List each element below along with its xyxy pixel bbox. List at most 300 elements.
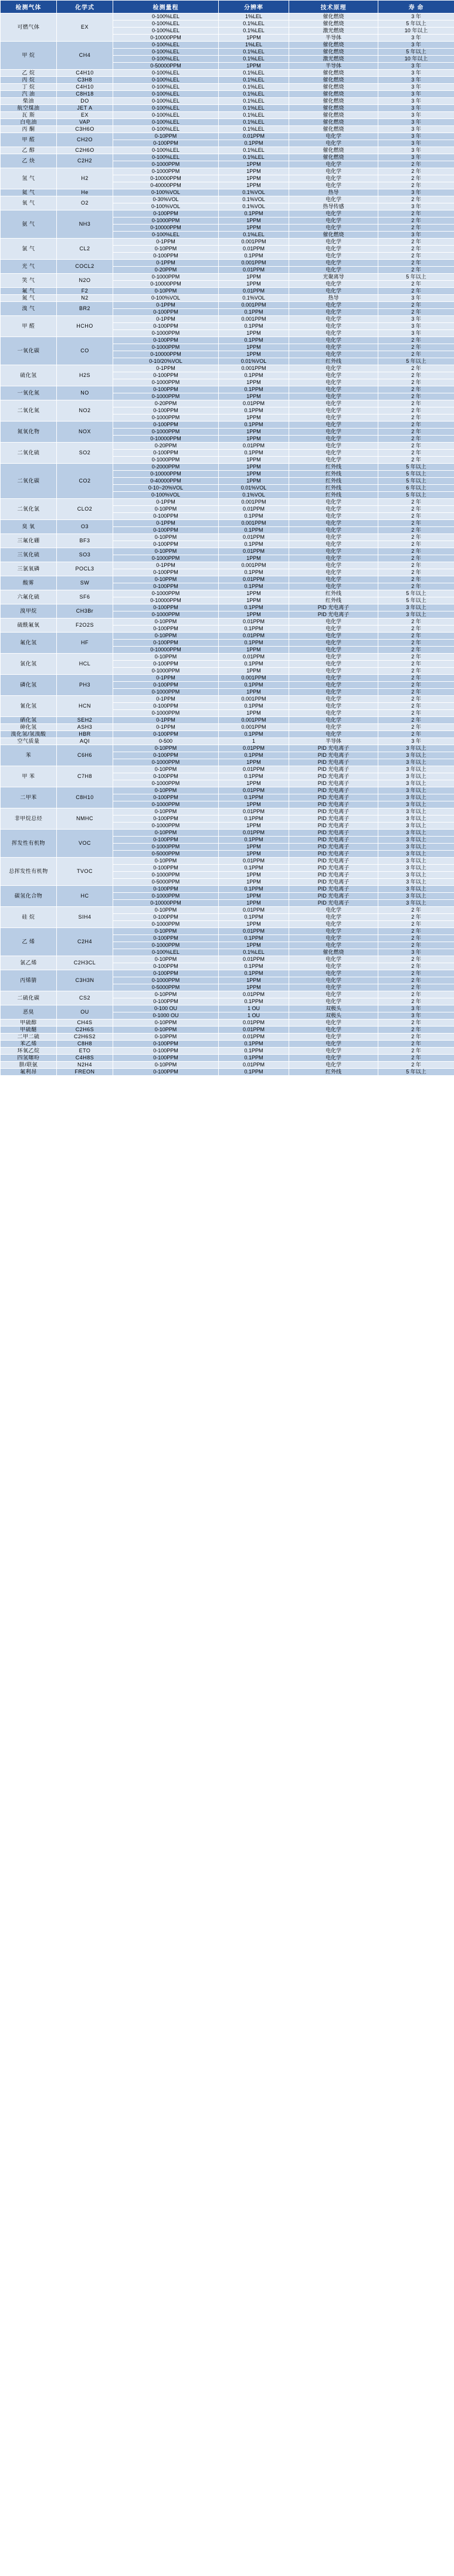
table-row bbox=[1, 443, 454, 450]
detection-range-cell: 0-1000PPM bbox=[113, 590, 219, 597]
resolution-cell: 1PPM bbox=[219, 851, 289, 858]
detection-range-cell: 0-5000PPM bbox=[113, 879, 219, 886]
technology-cell: PID 光电离子 bbox=[289, 858, 378, 865]
technology-cell: PID 光电离子 bbox=[289, 801, 378, 808]
detection-range-cell: 0-100%LEL bbox=[113, 112, 219, 119]
chemical-formula-cell: AQI bbox=[57, 738, 113, 745]
gas-detection-table bbox=[0, 0, 454, 1076]
technology-cell: 电化学 bbox=[289, 337, 378, 344]
resolution-cell: 0.1PPM bbox=[219, 323, 289, 330]
gas-name-cell: 碳氢化合物 bbox=[1, 886, 57, 907]
detection-range-cell: 0-100%VOL bbox=[113, 189, 219, 196]
lifetime-cell: 2 年 bbox=[378, 935, 454, 942]
technology-cell: PID 光电离子 bbox=[289, 611, 378, 618]
gas-name-cell: 甲 醛 bbox=[1, 133, 57, 147]
detection-range-cell: 0-1000PPM bbox=[113, 689, 219, 696]
lifetime-cell: 3 年以上 bbox=[378, 794, 454, 801]
resolution-cell: 0.1PPM bbox=[219, 1055, 289, 1062]
detection-range-cell: 0-10PPM bbox=[113, 1019, 219, 1027]
technology-cell: 电化学 bbox=[289, 210, 378, 218]
gas-name-cell: 砷化氢 bbox=[1, 724, 57, 731]
resolution-cell: 0.1PPM bbox=[219, 604, 289, 611]
gas-name-cell: 甲 烷 bbox=[1, 42, 57, 70]
technology-cell: 电化学 bbox=[289, 253, 378, 260]
table-body bbox=[1, 13, 454, 1076]
chemical-formula-cell: FREON bbox=[57, 1069, 113, 1076]
lifetime-cell: 2 年 bbox=[378, 520, 454, 527]
resolution-cell: 0.01PPM bbox=[219, 808, 289, 815]
resolution-cell: 1PPM bbox=[219, 478, 289, 485]
lifetime-cell: 3 年以上 bbox=[378, 815, 454, 823]
lifetime-cell: 2 年 bbox=[378, 928, 454, 935]
resolution-cell: 0.1PPM bbox=[219, 450, 289, 457]
gas-name-cell: 氢 气 bbox=[1, 168, 57, 189]
resolution-cell: 0.001PPM bbox=[219, 520, 289, 527]
technology-cell: 电化学 bbox=[289, 717, 378, 724]
gas-name-cell: 空气质量 bbox=[1, 738, 57, 745]
technology-cell: 电化学 bbox=[289, 626, 378, 633]
lifetime-cell: 6 年以上 bbox=[378, 485, 454, 492]
lifetime-cell: 3 年以上 bbox=[378, 604, 454, 611]
chemical-formula-cell: C3H8 bbox=[57, 77, 113, 84]
table-row bbox=[1, 288, 454, 295]
resolution-cell: 0.1PPM bbox=[219, 963, 289, 970]
lifetime-cell: 3 年以上 bbox=[378, 900, 454, 907]
detection-range-cell: 0-1000PPM bbox=[113, 414, 219, 422]
technology-cell: 红外线 bbox=[289, 464, 378, 471]
chemical-formula-cell: CS2 bbox=[57, 991, 113, 1005]
technology-cell: 电化学 bbox=[289, 633, 378, 640]
resolution-cell: 0.1%VOL bbox=[219, 203, 289, 210]
detection-range-cell: 0-100PPM bbox=[113, 703, 219, 710]
detection-range-cell: 0-10000PPM bbox=[113, 351, 219, 358]
detection-range-cell: 0-100PPM bbox=[113, 1048, 219, 1055]
lifetime-cell: 2 年 bbox=[378, 710, 454, 717]
lifetime-cell: 5 年以上 bbox=[378, 590, 454, 597]
resolution-cell: 0.1%LEL bbox=[219, 154, 289, 161]
technology-cell: 电化学 bbox=[289, 998, 378, 1005]
table-row bbox=[1, 520, 454, 527]
table-row bbox=[1, 1055, 454, 1062]
lifetime-cell: 2 年 bbox=[378, 717, 454, 724]
technology-cell: 电化学 bbox=[289, 1027, 378, 1034]
technology-cell: 红外线 bbox=[289, 597, 378, 604]
lifetime-cell: 2 年 bbox=[378, 400, 454, 407]
detection-range-cell: 0-1PPM bbox=[113, 520, 219, 527]
technology-cell: 电化学 bbox=[289, 689, 378, 696]
gas-name-cell: 硫化氢 bbox=[1, 365, 57, 386]
technology-cell: 电化学 bbox=[289, 246, 378, 253]
gas-name-cell: 四氢噻吩 bbox=[1, 1055, 57, 1062]
technology-cell: PID 光电离子 bbox=[289, 787, 378, 794]
resolution-cell: 1PPM bbox=[219, 597, 289, 604]
technology-cell: 催化燃烧 bbox=[289, 112, 378, 119]
resolution-cell: 1PPM bbox=[219, 330, 289, 337]
gas-name-cell: 氟化氢 bbox=[1, 633, 57, 654]
resolution-cell: 0.01PPM bbox=[219, 1019, 289, 1027]
lifetime-cell: 3 年 bbox=[378, 1012, 454, 1019]
gas-name-cell: 丁 烷 bbox=[1, 84, 57, 91]
resolution-cell: 0.1PPM bbox=[219, 886, 289, 893]
technology-cell: 激光燃烧 bbox=[289, 28, 378, 35]
detection-range-cell: 0-1000PPM bbox=[113, 668, 219, 675]
table-row bbox=[1, 274, 454, 281]
detection-range-cell: 0-10PPM bbox=[113, 766, 219, 773]
lifetime-cell: 3 年 bbox=[378, 203, 454, 210]
gas-name-cell: 瓦 斯 bbox=[1, 112, 57, 119]
table-row bbox=[1, 1048, 454, 1055]
gas-name-cell: 三氧化硫 bbox=[1, 548, 57, 562]
chemical-formula-cell: O3 bbox=[57, 520, 113, 534]
chemical-formula-cell: HCHO bbox=[57, 316, 113, 337]
chemical-formula-cell: N2 bbox=[57, 295, 113, 302]
lifetime-cell: 2 年 bbox=[378, 1019, 454, 1027]
resolution-cell: 1PPM bbox=[219, 281, 289, 288]
detection-range-cell: 0-1000PPM bbox=[113, 429, 219, 436]
gas-name-cell: 可燃气体 bbox=[1, 13, 57, 42]
resolution-cell: 0.01PPM bbox=[219, 506, 289, 513]
resolution-cell: 0.1%LEL bbox=[219, 949, 289, 956]
table-row bbox=[1, 302, 454, 309]
lifetime-cell: 2 年 bbox=[378, 689, 454, 696]
table-row bbox=[1, 576, 454, 583]
table-row bbox=[1, 590, 454, 597]
table-row bbox=[1, 147, 454, 154]
detection-range-cell: 0-100PPM bbox=[113, 323, 219, 330]
technology-cell: 红外线 bbox=[289, 485, 378, 492]
table-row bbox=[1, 119, 454, 126]
lifetime-cell: 2 年 bbox=[378, 429, 454, 436]
technology-cell: 半导体 bbox=[289, 63, 378, 70]
technology-cell: 电化学 bbox=[289, 513, 378, 520]
lifetime-cell: 2 年 bbox=[378, 225, 454, 232]
lifetime-cell: 5 年以上 bbox=[378, 492, 454, 499]
detection-range-cell: 0-2000PPM bbox=[113, 464, 219, 471]
lifetime-cell: 2 年 bbox=[378, 1027, 454, 1034]
lifetime-cell: 3 年 bbox=[378, 112, 454, 119]
chemical-formula-cell: CO bbox=[57, 337, 113, 365]
table-row bbox=[1, 126, 454, 133]
gas-name-cell: 氯化氢 bbox=[1, 654, 57, 675]
resolution-cell: 0.01PPM bbox=[219, 133, 289, 140]
lifetime-cell: 2 年 bbox=[378, 239, 454, 246]
lifetime-cell: 2 年 bbox=[378, 956, 454, 963]
lifetime-cell: 10 年以上 bbox=[378, 28, 454, 35]
table-row bbox=[1, 991, 454, 998]
technology-cell: 电化学 bbox=[289, 323, 378, 330]
detection-range-cell: 0-1000PPM bbox=[113, 218, 219, 225]
gas-name-cell: 柴油 bbox=[1, 98, 57, 105]
resolution-cell: 0.01PPM bbox=[219, 246, 289, 253]
technology-cell: 电化学 bbox=[289, 267, 378, 274]
resolution-cell: 0.1PPM bbox=[219, 372, 289, 379]
resolution-cell: 0.01%VOL bbox=[219, 358, 289, 365]
resolution-cell: 0.1PPM bbox=[219, 527, 289, 534]
resolution-cell: 0.1%LEL bbox=[219, 147, 289, 154]
resolution-cell: 1PPM bbox=[219, 900, 289, 907]
chemical-formula-cell: NOX bbox=[57, 422, 113, 443]
chemical-formula-cell: NO bbox=[57, 386, 113, 400]
lifetime-cell: 2 年 bbox=[378, 661, 454, 668]
resolution-cell: 0.1PPM bbox=[219, 337, 289, 344]
technology-cell: 电化学 bbox=[289, 935, 378, 942]
detection-range-cell: 0-100%VOL bbox=[113, 492, 219, 499]
technology-cell: 电化学 bbox=[289, 443, 378, 450]
resolution-cell: 0.1PPM bbox=[219, 309, 289, 316]
chemical-formula-cell: O2 bbox=[57, 196, 113, 210]
detection-range-cell: 0-100%LEL bbox=[113, 147, 219, 154]
resolution-cell: 0.001PPM bbox=[219, 239, 289, 246]
technology-cell: 电化学 bbox=[289, 239, 378, 246]
detection-range-cell: 0-100PPM bbox=[113, 450, 219, 457]
chemical-formula-cell: CH4S bbox=[57, 1019, 113, 1027]
technology-cell: 电化学 bbox=[289, 942, 378, 949]
lifetime-cell: 2 年 bbox=[378, 654, 454, 661]
resolution-cell: 1PPM bbox=[219, 379, 289, 386]
chemical-formula-cell: C2H3CL bbox=[57, 956, 113, 970]
technology-cell: 电化学 bbox=[289, 393, 378, 400]
table-row bbox=[1, 260, 454, 267]
lifetime-cell: 3 年以上 bbox=[378, 752, 454, 759]
lifetime-cell: 2 年 bbox=[378, 703, 454, 710]
technology-cell: PID 光电离子 bbox=[289, 794, 378, 801]
gas-name-cell: 二硫化碳 bbox=[1, 991, 57, 1005]
technology-cell: 电化学 bbox=[289, 379, 378, 386]
detection-range-cell: 0-100%VOL bbox=[113, 295, 219, 302]
detection-range-cell: 0-100PPM bbox=[113, 682, 219, 689]
detection-range-cell: 0-100PPM bbox=[113, 569, 219, 576]
resolution-cell: 0.1%LEL bbox=[219, 56, 289, 63]
chemical-formula-cell: CL2 bbox=[57, 239, 113, 260]
lifetime-cell: 2 年 bbox=[378, 576, 454, 583]
table-row bbox=[1, 499, 454, 506]
gas-name-cell: 氦 气 bbox=[1, 189, 57, 196]
lifetime-cell: 3 年 bbox=[378, 35, 454, 42]
chemical-formula-cell: HC bbox=[57, 886, 113, 907]
technology-cell: PID 光电离子 bbox=[289, 808, 378, 815]
chemical-formula-cell: SO2 bbox=[57, 443, 113, 464]
detection-range-cell: 0-100%LEL bbox=[113, 126, 219, 133]
detection-range-cell: 0-10PPM bbox=[113, 576, 219, 583]
lifetime-cell: 2 年 bbox=[378, 583, 454, 590]
technology-cell: 电化学 bbox=[289, 956, 378, 963]
gas-name-cell: 氯乙烯 bbox=[1, 956, 57, 970]
lifetime-cell: 2 年 bbox=[378, 907, 454, 914]
gas-name-cell: 磷化氢 bbox=[1, 675, 57, 696]
technology-cell: 电化学 bbox=[289, 548, 378, 555]
lifetime-cell: 3 年 bbox=[378, 42, 454, 49]
resolution-cell: 0.1PPM bbox=[219, 210, 289, 218]
technology-cell: 催化燃烧 bbox=[289, 98, 378, 105]
chemical-formula-cell: BR2 bbox=[57, 302, 113, 316]
lifetime-cell: 3 年 bbox=[378, 189, 454, 196]
lifetime-cell: 2 年 bbox=[378, 443, 454, 450]
lifetime-cell: 3 年 bbox=[378, 295, 454, 302]
chemical-formula-cell: PH3 bbox=[57, 675, 113, 696]
resolution-cell: 0.1%VOL bbox=[219, 295, 289, 302]
chemical-formula-cell: CO2 bbox=[57, 464, 113, 499]
resolution-cell: 1PPM bbox=[219, 872, 289, 879]
gas-name-cell: 三氟化硼 bbox=[1, 534, 57, 548]
resolution-cell: 1PPM bbox=[219, 393, 289, 400]
chemical-formula-cell: SW bbox=[57, 576, 113, 590]
detection-range-cell: 0-1PPM bbox=[113, 675, 219, 682]
detection-range-cell: 0-100PPM bbox=[113, 422, 219, 429]
lifetime-cell: 3 年以上 bbox=[378, 893, 454, 900]
resolution-cell: 1PPM bbox=[219, 879, 289, 886]
technology-cell: 电化学 bbox=[289, 344, 378, 351]
lifetime-cell: 2 年 bbox=[378, 260, 454, 267]
table-row bbox=[1, 724, 454, 731]
detection-range-cell: 0-100PPM bbox=[113, 1041, 219, 1048]
resolution-cell: 1 bbox=[219, 738, 289, 745]
chemical-formula-cell: C2H6S bbox=[57, 1027, 113, 1034]
lifetime-cell: 2 年 bbox=[378, 555, 454, 562]
lifetime-cell: 3 年以上 bbox=[378, 801, 454, 808]
detection-range-cell: 0-5000PPM bbox=[113, 851, 219, 858]
technology-cell: 电化学 bbox=[289, 422, 378, 429]
technology-cell: 电化学 bbox=[289, 654, 378, 661]
table-row bbox=[1, 239, 454, 246]
chemical-formula-cell: VAP bbox=[57, 119, 113, 126]
technology-cell: 双极头 bbox=[289, 1005, 378, 1012]
chemical-formula-cell: SIH4 bbox=[57, 907, 113, 928]
gas-name-cell: 氮氧化物 bbox=[1, 422, 57, 443]
technology-cell: 电化学 bbox=[289, 921, 378, 928]
detection-range-cell: 0-1000PPM bbox=[113, 921, 219, 928]
lifetime-cell: 3 年 bbox=[378, 147, 454, 154]
technology-cell: 催化燃烧 bbox=[289, 49, 378, 56]
detection-range-cell: 0-1000PPM bbox=[113, 344, 219, 351]
technology-cell: PID 光电离子 bbox=[289, 773, 378, 780]
detection-range-cell: 0-1000PPM bbox=[113, 844, 219, 851]
technology-cell: 电化学 bbox=[289, 520, 378, 527]
chemical-formula-cell: NO2 bbox=[57, 400, 113, 422]
lifetime-cell: 2 年 bbox=[378, 1048, 454, 1055]
chemical-formula-cell: ASH3 bbox=[57, 724, 113, 731]
detection-range-cell: 0-10PPM bbox=[113, 1062, 219, 1069]
detection-range-cell: 0-100%LEL bbox=[113, 232, 219, 239]
detection-range-cell: 0-100PPM bbox=[113, 773, 219, 780]
detection-range-cell: 0-10000PPM bbox=[113, 471, 219, 478]
detection-range-cell: 0-100PPM bbox=[113, 914, 219, 921]
table-row bbox=[1, 196, 454, 203]
table-row bbox=[1, 422, 454, 429]
chemical-formula-cell: C8H8 bbox=[57, 1041, 113, 1048]
technology-cell: PID 光电离子 bbox=[289, 886, 378, 893]
technology-cell: 电化学 bbox=[289, 984, 378, 991]
resolution-cell: 1PPM bbox=[219, 893, 289, 900]
detection-range-cell: 0-100%LEL bbox=[113, 21, 219, 28]
technology-cell: 电化学 bbox=[289, 288, 378, 295]
table-row bbox=[1, 696, 454, 703]
technology-cell: PID 光电离子 bbox=[289, 752, 378, 759]
lifetime-cell: 2 年 bbox=[378, 175, 454, 182]
resolution-cell: 1PPM bbox=[219, 801, 289, 808]
resolution-cell: 0.01PPM bbox=[219, 766, 289, 773]
technology-cell: 电化学 bbox=[289, 703, 378, 710]
resolution-cell: 0.001PPM bbox=[219, 302, 289, 309]
table-row bbox=[1, 1062, 454, 1069]
resolution-cell: 0.01PPM bbox=[219, 576, 289, 583]
gas-name-cell: 氟利昂 bbox=[1, 1069, 57, 1076]
lifetime-cell: 5 年以上 bbox=[378, 358, 454, 365]
lifetime-cell: 5 年以上 bbox=[378, 478, 454, 485]
resolution-cell: 0.1PPM bbox=[219, 513, 289, 520]
detection-range-cell: 0-100%VOL bbox=[113, 203, 219, 210]
lifetime-cell: 2 年 bbox=[378, 281, 454, 288]
technology-cell: 电化学 bbox=[289, 541, 378, 548]
technology-cell: 红外线 bbox=[289, 492, 378, 499]
detection-range-cell: 0-1000PPM bbox=[113, 780, 219, 787]
resolution-cell: 0.01PPM bbox=[219, 787, 289, 794]
table-row bbox=[1, 745, 454, 752]
table-row bbox=[1, 1005, 454, 1012]
resolution-cell: 0.1PPM bbox=[219, 815, 289, 823]
lifetime-cell: 3 年 bbox=[378, 63, 454, 70]
detection-range-cell: 0-100PPM bbox=[113, 963, 219, 970]
table-row bbox=[1, 112, 454, 119]
resolution-cell: 1PPM bbox=[219, 647, 289, 654]
chemical-formula-cell: F2 bbox=[57, 288, 113, 295]
resolution-cell: 1PPM bbox=[219, 436, 289, 443]
resolution-cell: 0.01PPM bbox=[219, 654, 289, 661]
resolution-cell: 0.1%LEL bbox=[219, 232, 289, 239]
detection-range-cell: 0-100PPM bbox=[113, 407, 219, 414]
table-row bbox=[1, 154, 454, 161]
detection-range-cell: 0-1000PPM bbox=[113, 168, 219, 175]
resolution-cell: 0.1%VOL bbox=[219, 492, 289, 499]
technology-cell: 催化燃烧 bbox=[289, 77, 378, 84]
technology-cell: 热导传感 bbox=[289, 203, 378, 210]
technology-cell: 红外线 bbox=[289, 1069, 378, 1076]
lifetime-cell: 3 年以上 bbox=[378, 879, 454, 886]
lifetime-cell: 3 年 bbox=[378, 133, 454, 140]
gas-name-cell: 甲硫醇 bbox=[1, 1019, 57, 1027]
resolution-cell: 1PPM bbox=[219, 823, 289, 830]
technology-cell: PID 光电离子 bbox=[289, 780, 378, 787]
resolution-cell: 0.01PPM bbox=[219, 1034, 289, 1041]
technology-cell: 电化学 bbox=[289, 302, 378, 309]
resolution-cell: 0.1%VOL bbox=[219, 189, 289, 196]
resolution-cell: 1PPM bbox=[219, 689, 289, 696]
technology-cell: 热导 bbox=[289, 295, 378, 302]
detection-range-cell: 0-100PPM bbox=[113, 583, 219, 590]
resolution-cell: 0.1%LEL bbox=[219, 49, 289, 56]
resolution-cell: 1PPM bbox=[219, 414, 289, 422]
column-header-resolution: 分辨率 bbox=[219, 1, 289, 13]
technology-cell: 电化学 bbox=[289, 914, 378, 921]
chemical-formula-cell: C6H6 bbox=[57, 745, 113, 766]
lifetime-cell: 2 年 bbox=[378, 640, 454, 647]
resolution-cell: 1PPM bbox=[219, 429, 289, 436]
gas-name-cell: 硅 烷 bbox=[1, 907, 57, 928]
table-row bbox=[1, 77, 454, 84]
resolution-cell: 0.01PPM bbox=[219, 745, 289, 752]
resolution-cell: 0.1PPM bbox=[219, 998, 289, 1005]
lifetime-cell: 2 年 bbox=[378, 414, 454, 422]
technology-cell: 电化学 bbox=[289, 907, 378, 914]
detection-range-cell: 0-10PPM bbox=[113, 991, 219, 998]
resolution-cell: 1PPM bbox=[219, 175, 289, 182]
chemical-formula-cell: H2S bbox=[57, 365, 113, 386]
technology-cell: 热导 bbox=[289, 189, 378, 196]
chemical-formula-cell: POCL3 bbox=[57, 562, 113, 576]
lifetime-cell: 2 年 bbox=[378, 506, 454, 513]
resolution-cell: 1PPM bbox=[219, 161, 289, 168]
technology-cell: 电化学 bbox=[289, 1034, 378, 1041]
resolution-cell: 0.01PPM bbox=[219, 633, 289, 640]
